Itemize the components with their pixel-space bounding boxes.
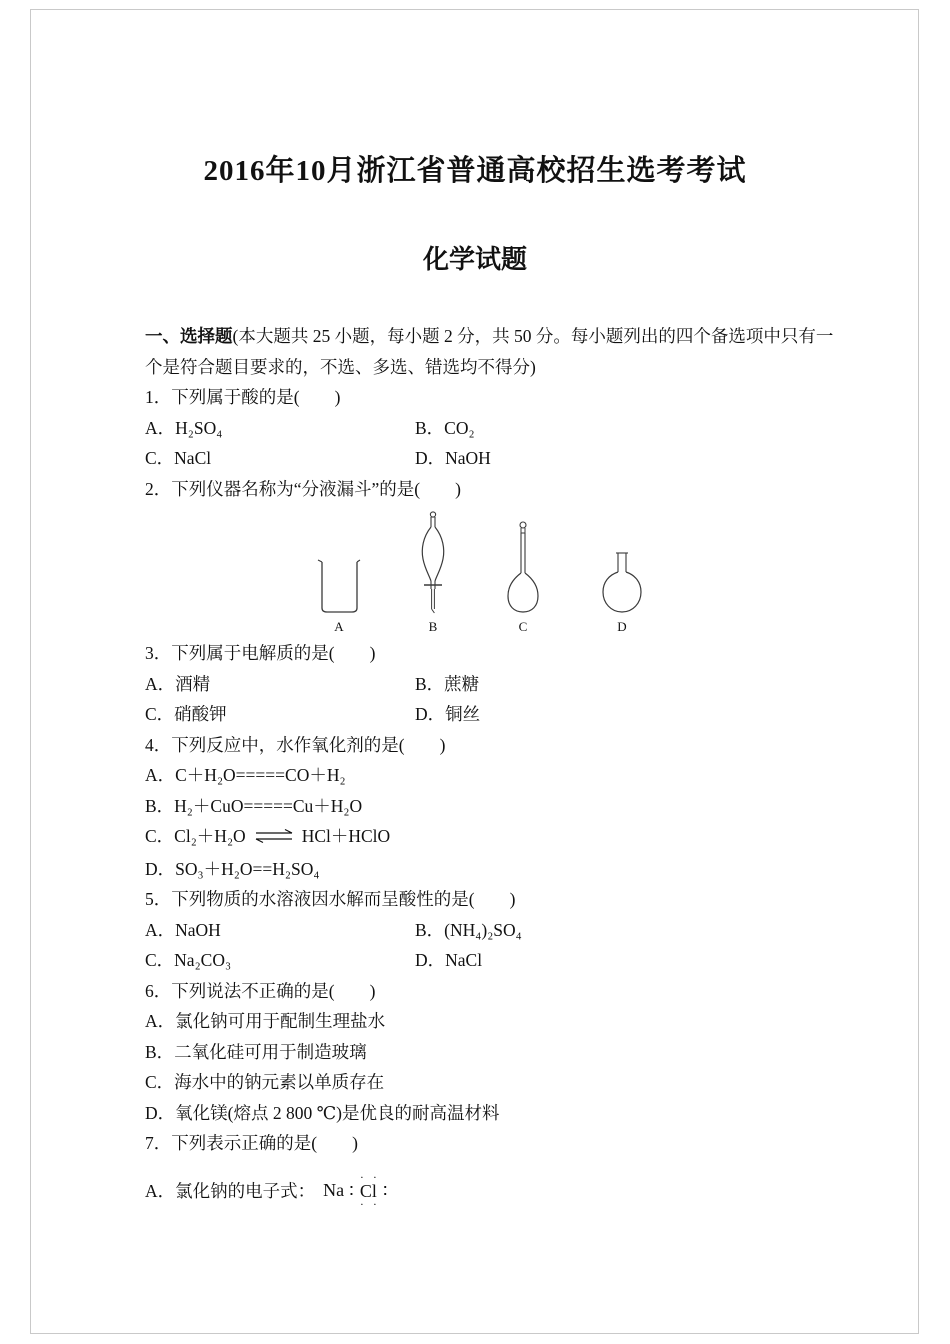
question-7-stem: 7．下列表示正确的是( ) xyxy=(145,1133,358,1153)
option-5a: A．NaOH xyxy=(145,919,221,940)
option-4c-left: C．Cl₂＋H₂O xyxy=(145,826,246,846)
question-3-options-row1 xyxy=(145,669,812,700)
electron-dot-formula xyxy=(323,1169,392,1211)
doc-body xyxy=(0,321,950,1217)
option-4c xyxy=(145,821,812,854)
option-1d: D．NaOH xyxy=(415,448,491,468)
apparatus-label-a: A xyxy=(334,619,344,634)
option-5c: C．Na₂CO₃ xyxy=(145,950,232,970)
option-3d: D．铜丝 xyxy=(415,704,481,724)
option-7a-label: A．氯化钠的电子式： xyxy=(145,1181,316,1201)
apparatus-a xyxy=(317,559,361,634)
option-6c: C．海水中的钠元素以单质存在 xyxy=(145,1072,385,1092)
electron-na: Na xyxy=(323,1180,345,1200)
apparatus-b xyxy=(419,511,447,634)
option-5b: B．(NH₄)₂SO₄ xyxy=(415,919,522,940)
apparatus-label-c: C xyxy=(518,619,528,634)
question-1-options-row1 xyxy=(145,413,812,444)
section-heading xyxy=(145,321,834,352)
option-4d: D．SO₃＋H₂O==H₂SO₄ xyxy=(145,858,320,879)
doc-title: 2016年10月浙江省普通高校招生选考考试 xyxy=(203,155,747,187)
question-1-stem: 1．下列属于酸的是( ) xyxy=(145,387,341,407)
option-6b: B．二氧化硅可用于制造玻璃 xyxy=(145,1041,367,1062)
question-1-options-row2 xyxy=(145,443,812,474)
apparatus-label-d: D xyxy=(617,619,627,634)
apparatus-label-b: B xyxy=(428,619,438,634)
electron-colon-left: ∶ xyxy=(349,1180,354,1201)
option-3b: B．蔗糖 xyxy=(415,673,480,694)
apparatus-c xyxy=(505,521,541,634)
option-5d: D．NaCl xyxy=(415,950,483,970)
question-2-apparatus-figure xyxy=(317,510,812,634)
option-4c-right: HCl＋HClO xyxy=(301,826,391,846)
separating-funnel-icon xyxy=(419,511,447,615)
question-2-stem: 2．下列仪器名称为“分液漏斗”的是( ) xyxy=(145,478,461,499)
question-5-options-row2 xyxy=(145,945,812,976)
section-heading-bold: 一、选择题 xyxy=(145,326,233,346)
round-flask-icon xyxy=(599,551,645,615)
apparatus-d xyxy=(599,551,645,634)
beaker-icon xyxy=(317,559,361,615)
question-3-stem: 3．下列属于电解质的是( ) xyxy=(145,643,376,663)
question-6-stem: 6．下列说法不正确的是( ) xyxy=(145,980,376,1001)
option-1c: C．NaCl xyxy=(145,448,212,468)
question-5-options-row1 xyxy=(145,915,812,946)
option-3a: A．酒精 xyxy=(145,673,211,694)
electron-colon-right: ∶ xyxy=(382,1180,388,1201)
reversible-arrow-icon xyxy=(252,823,296,854)
section-heading-rest: (本大题共 25 小题，每小题 2 分，共 50 分。每小题列出的四个备选项中只有一 xyxy=(232,326,834,346)
option-6a: A．氯化钠可用于配制生理盐水 xyxy=(145,1011,386,1031)
question-3-options-row2 xyxy=(145,699,812,730)
volumetric-flask-icon xyxy=(505,521,541,615)
electron-dots-top: · · xyxy=(359,1169,380,1184)
doc-subtitle: 化学试题 xyxy=(422,245,527,274)
option-6d: D．氧化镁(熔点 2 800 ℃)是优良的耐高温材料 xyxy=(145,1102,500,1123)
option-7a xyxy=(145,1165,812,1217)
question-4-stem: 4．下列反应中，水作氧化剂的是( ) xyxy=(145,734,446,755)
option-1a: A．H₂SO₄ xyxy=(145,417,223,438)
option-4a: A．C＋H₂O=====CO＋H₂ xyxy=(145,765,346,785)
option-3c: C．硝酸钾 xyxy=(145,704,227,724)
option-1b: B．CO₂ xyxy=(415,417,475,438)
section-heading-line2: 个是符合题目要求的，不选、多选、错选均不得分) xyxy=(145,356,536,377)
electron-cl-stack xyxy=(346,1169,390,1211)
electron-dots-bottom: · · xyxy=(359,1196,380,1211)
option-4b: B．H₂＋CuO=====Cu＋H₂O xyxy=(145,795,363,816)
question-5-stem: 5．下列物质的水溶液因水解而呈酸性的是( ) xyxy=(145,889,516,909)
electron-cl: Cl xyxy=(359,1180,377,1201)
